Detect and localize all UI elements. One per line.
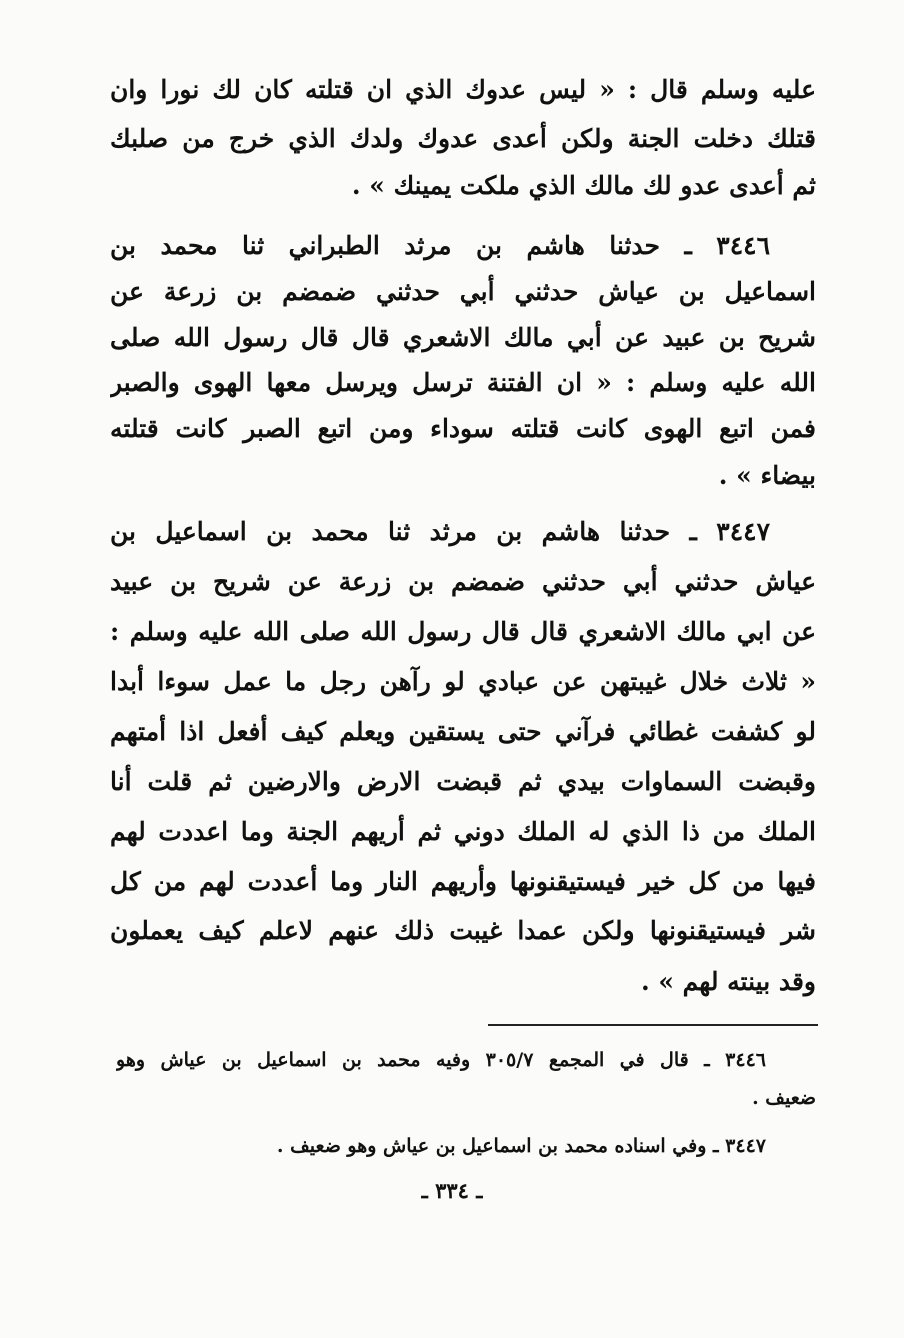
text-line: عن ابي مالك الاشعري قال قال رسول الله صلى الله عليه وسلم : bbox=[110, 617, 816, 646]
text-line: الله عليه وسلم : « ان الفتنة ترسل ويرسل معها الهوى والصبر bbox=[110, 368, 816, 397]
text-line: ثم أعدى عدو لك مالك الذي ملكت يمينك » . bbox=[351, 171, 816, 200]
text-line: فيها من كل خير فيستيقنونها وأريهم النار وما أعددت لهم من كل bbox=[110, 867, 816, 896]
text-line: اسماعيل بن عياش حدثني أبي حدثني ضمضم بن زرعة عن bbox=[110, 277, 816, 306]
text-line: قتلك دخلت الجنة ولكن أعدى عدوك ولدك الذي خرج من صلبك bbox=[110, 124, 816, 153]
text-line: ٣٤٤٦ ـ حدثنا هاشم بن مرثد الطبراني ثنا محمد بن bbox=[110, 231, 770, 260]
page-number: ـ ٣٣٤ ـ bbox=[421, 1178, 483, 1203]
text-line: الملك من ذا الذي له الملك دوني ثم أريهم الجنة وما اعددت لهم bbox=[110, 817, 816, 846]
footnote-line: ٣٤٤٦ ـ قال في المجمع ٣٠٥/٧ وفيه محمد بن اسماعيل بن عياش وهو bbox=[116, 1049, 766, 1071]
text-line: فمن اتبع الهوى كانت قتلته سوداء ومن اتبع الصبر كانت قتلته bbox=[110, 414, 816, 443]
footnote-divider bbox=[488, 1024, 818, 1026]
text-line: ٣٤٤٧ ـ حدثنا هاشم بن مرثد ثنا محمد بن اسماعيل بن bbox=[110, 517, 770, 546]
text-line: عليه وسلم قال : « ليس عدوك الذي ان قتلته كان لك نورا وان bbox=[110, 75, 816, 104]
text-line: وقد بينته لهم » . bbox=[640, 967, 816, 996]
footnote-line: ٣٤٤٧ ـ وفي اسناده محمد بن اسماعيل بن عياش وهو ضعيف . bbox=[276, 1135, 766, 1157]
text-line: بيضاء » . bbox=[718, 461, 816, 490]
text-line: وقبضت السماوات بيدي ثم قبضت الارض والارضين ثم قلت أنا bbox=[110, 767, 816, 796]
footnote-line: ضعيف . bbox=[752, 1087, 816, 1109]
text-line: « ثلاث خلال غيبتهن عن عبادي لو رآهن رجل ما عمل سوءا أبدا bbox=[110, 667, 816, 696]
text-line: شر فيستيقنونها ولكن عمدا غيبت ذلك عنهم لاعلم كيف يعملون bbox=[110, 916, 816, 945]
text-line: شريح بن عبيد عن أبي مالك الاشعري قال قال رسول الله صلى bbox=[110, 323, 816, 352]
text-line: عياش حدثني أبي حدثني ضمضم بن زرعة عن شريح بن عبيد bbox=[110, 567, 816, 596]
text-line: لو كشفت غطائي فرآني حتى يستقين ويعلم كيف أفعل اذا أمتهم bbox=[110, 717, 816, 746]
